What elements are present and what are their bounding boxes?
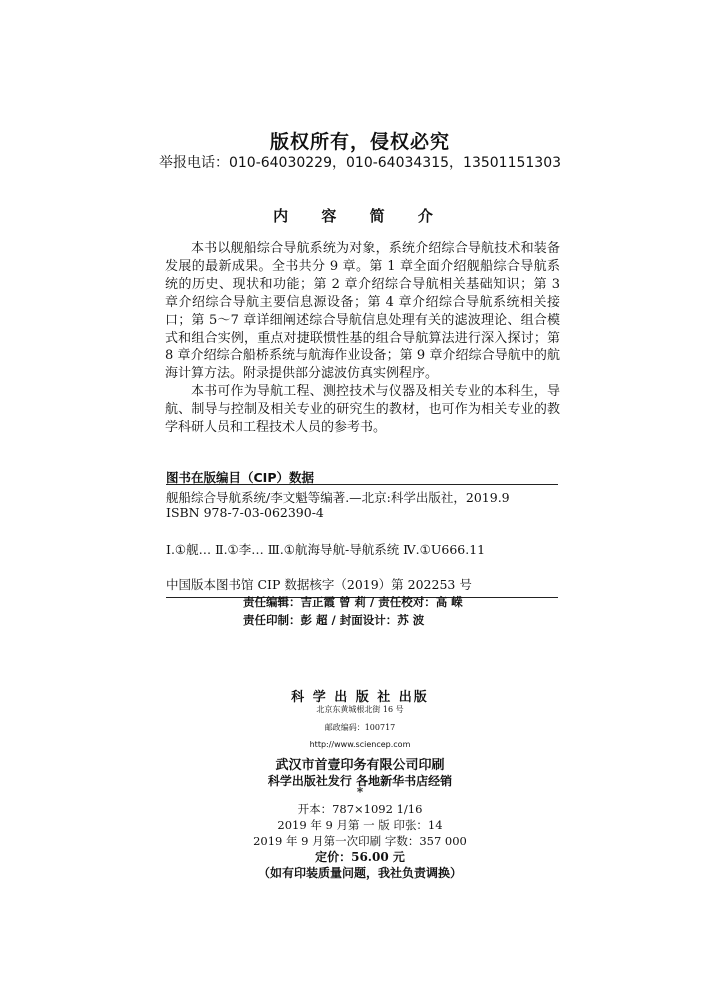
cip-line-isbn: ISBN 978-7-03-062390-4 [166, 505, 324, 520]
intro-paragraph-2: 本书可作为导航工程、测控技术与仪器及相关专业的本科生，导航、制导与控制及相关专业的研究生的教材，也可作为相关专业的教学科研人员和工程技术人员的参考书。 [165, 384, 560, 435]
publisher-url: http://www.sciencep.com [309, 740, 411, 749]
report-hotline: 举报电话：010-64030229，010-64034315，13501151303 [158, 155, 562, 171]
book-format: 开本：787×1092 1/16 [297, 802, 423, 816]
credits-print-line: 责任印制：彭 超 / 封面设计：苏 波 [243, 613, 425, 627]
printer-name: 武汉市首壹印务有限公司印刷 [275, 758, 445, 773]
publisher-address: 北京东黄城根北街 16 号 [316, 705, 404, 714]
intro-title: 内 容 简 介 [273, 207, 447, 225]
price: 定价：56.00 元 [315, 850, 405, 864]
cip-heading: 图书在版编目（CIP）数据 [166, 470, 314, 485]
printing-info: 2019 年 9 月第一次印刷 字数：357 000 [253, 834, 467, 848]
publisher-postcode: 邮政编码：100717 [324, 723, 396, 732]
quality-notice: （如有印装质量问题，我社负责调换） [257, 866, 462, 880]
cip-top-rule [166, 484, 558, 485]
copyright-notice: 版权所有，侵权必究 [269, 131, 450, 153]
distribution-info: 科学出版社发行 各地新华书店经销 [267, 774, 453, 788]
intro-paragraph-1: 本书以舰船综合导航系统为对象，系统介绍综合导航技术和装备发展的最新成果。全书共分 9 章。第 1 章全面介绍舰船综合导航系统的历史、现状和功能；第 2 章介绍综合导航相关基础知识；第 3 章介绍综合导航主要信息源设备；第 4 章介绍综合导航系统相关接口；第 5～7 章详细阐述综合导航信息处理有关的滤波理论、组合模式和组合实例，重点对捷联惯性基的组合导航算法进行深入探讨；第 8 章介绍综合船桥系统与航海作业设备；第 9 章介绍综合导航中的航海计算方法。附录提供部分滤波仿真实例程序。 [165, 241, 560, 382]
credits-editor-line: 责任编辑：吉正霞 曾 莉 / 责任校对：高 嵘 [243, 595, 463, 609]
edition-info: 2019 年 9 月第 一 版 印张：14 [277, 818, 443, 832]
cip-line-record-number: 中国版本图书馆 CIP 数据核字（2019）第 202253 号 [166, 577, 472, 592]
separator-star: * [356, 785, 364, 799]
cip-line-title: 舰船综合导航系统/李文魁等编著.—北京:科学出版社，2019.9 [166, 490, 510, 505]
publisher-name: 科 学 出 版 社 出版 [291, 690, 429, 705]
cip-line-classification: Ⅰ.①舰… Ⅱ.①李… Ⅲ.①航海导航-导航系统 Ⅳ.①U666.11 [166, 542, 486, 557]
